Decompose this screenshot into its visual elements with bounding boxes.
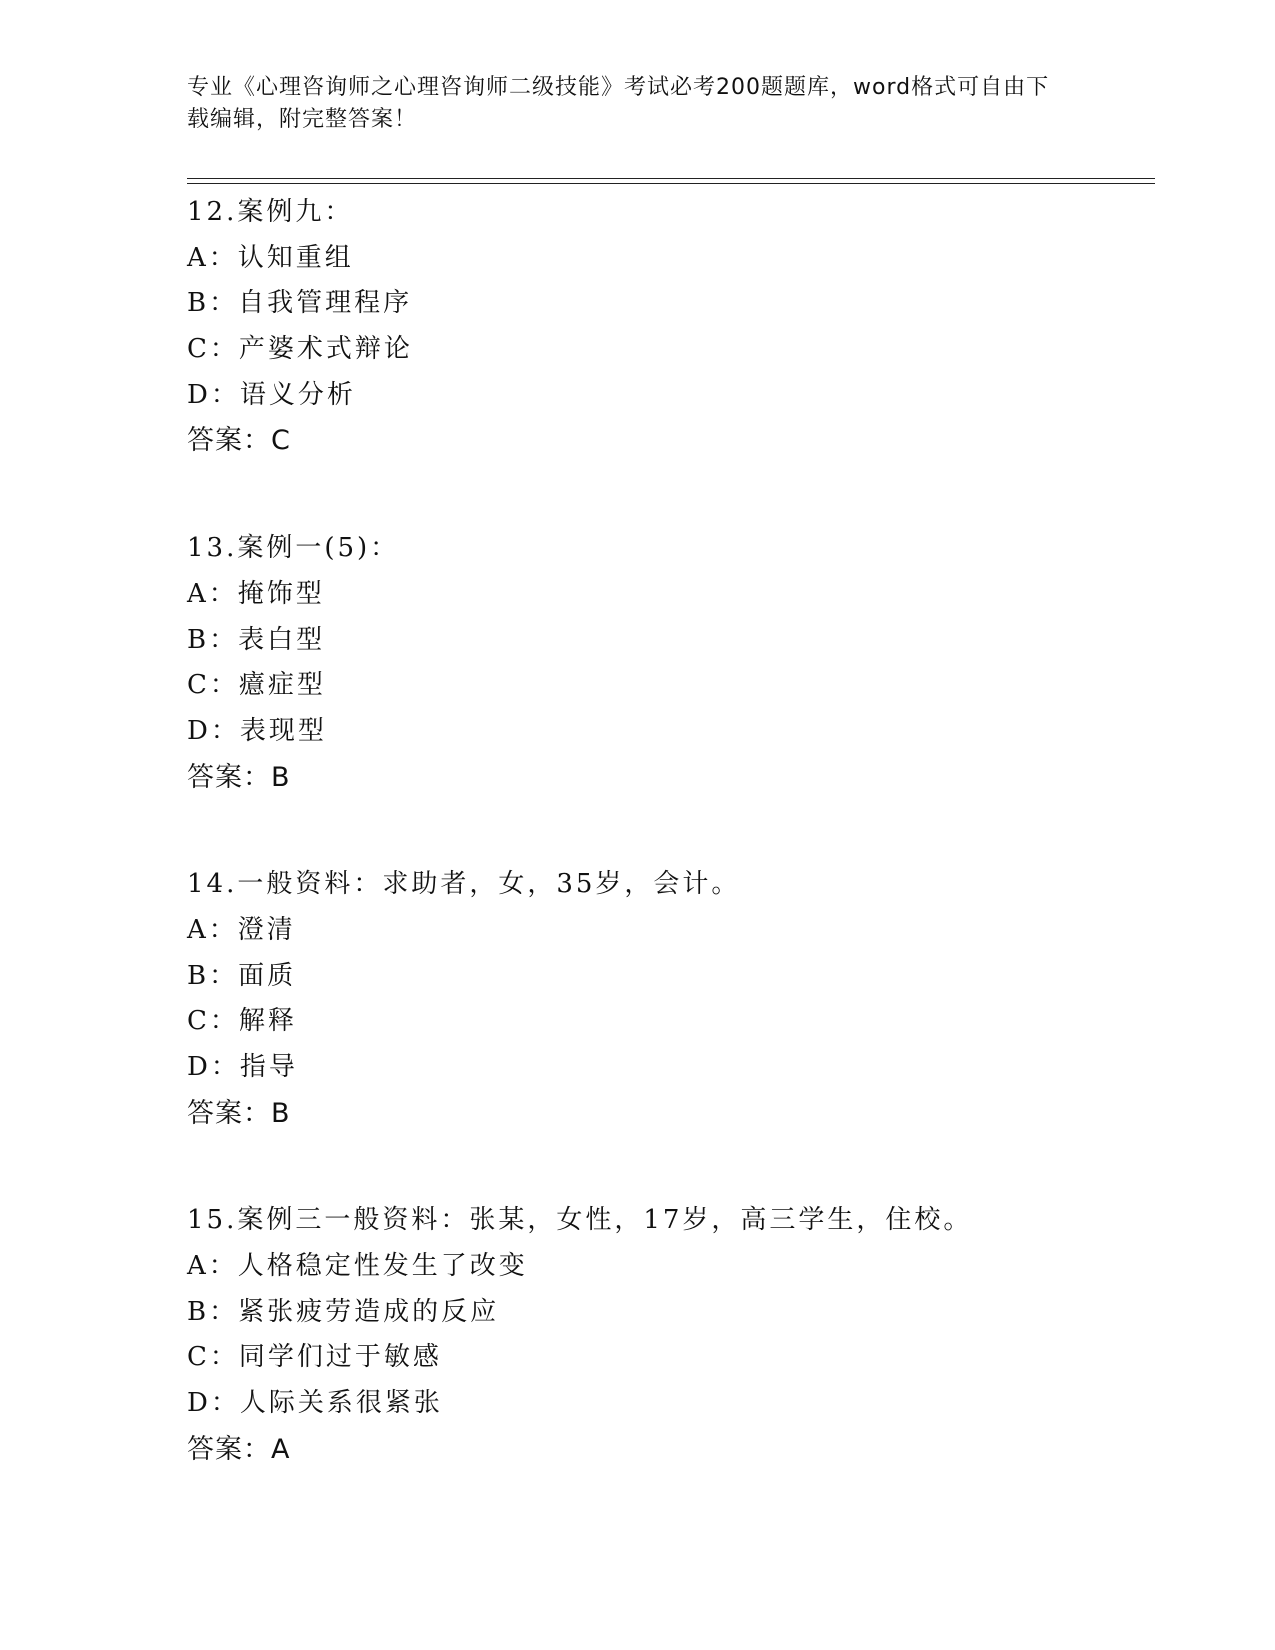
question-list (187, 190, 1147, 1535)
option-a: A：认知重组 (187, 242, 354, 273)
answer-line: 答案：C (187, 425, 291, 457)
question-15 (187, 1198, 1147, 1472)
question-stem: 13.案例一(5)： (187, 533, 400, 564)
option-c: C：癔症型 (187, 670, 326, 701)
header-divider-bottom (187, 183, 1155, 184)
option-d: D：指导 (187, 1052, 298, 1082)
option-c: C：解释 (187, 1006, 297, 1037)
answer-line: 答案：B (187, 1097, 291, 1129)
option-c: C：产婆术式辩论 (187, 334, 413, 365)
question-14 (187, 862, 1147, 1136)
option-a: A：掩饰型 (187, 578, 325, 609)
answer-line: 答案：B (187, 761, 291, 793)
option-b: B：自我管理程序 (187, 288, 413, 319)
option-d: D：人际关系很紧张 (187, 1388, 443, 1419)
option-a: A：人格稳定性发生了改变 (187, 1251, 528, 1282)
option-b: B：表白型 (187, 624, 326, 655)
question-stem: 12.案例九： (187, 197, 354, 227)
question-12 (187, 190, 1147, 464)
document-header: 专业《心理咨询师之心理咨询师二级技能》考试必考200题题库，word格式可自由下载编辑，附完整答案！ (187, 75, 1050, 132)
option-d: D：语义分析 (187, 379, 356, 410)
option-c: C：同学们过于敏感 (187, 1342, 442, 1373)
question-stem: 14.一般资料：求助者，女，35岁，会计。 (187, 869, 741, 900)
question-13 (187, 526, 1147, 800)
header-divider-top (187, 178, 1155, 179)
option-b: B：面质 (187, 960, 297, 991)
question-stem: 15.案例三一般资料：张某，女性，17岁，高三学生，住校。 (187, 1205, 973, 1236)
option-d: D：表现型 (187, 715, 327, 746)
option-a: A：澄清 (187, 914, 296, 945)
answer-line: 答案：A (187, 1433, 291, 1465)
option-b: B：紧张疲劳造成的反应 (187, 1296, 500, 1327)
